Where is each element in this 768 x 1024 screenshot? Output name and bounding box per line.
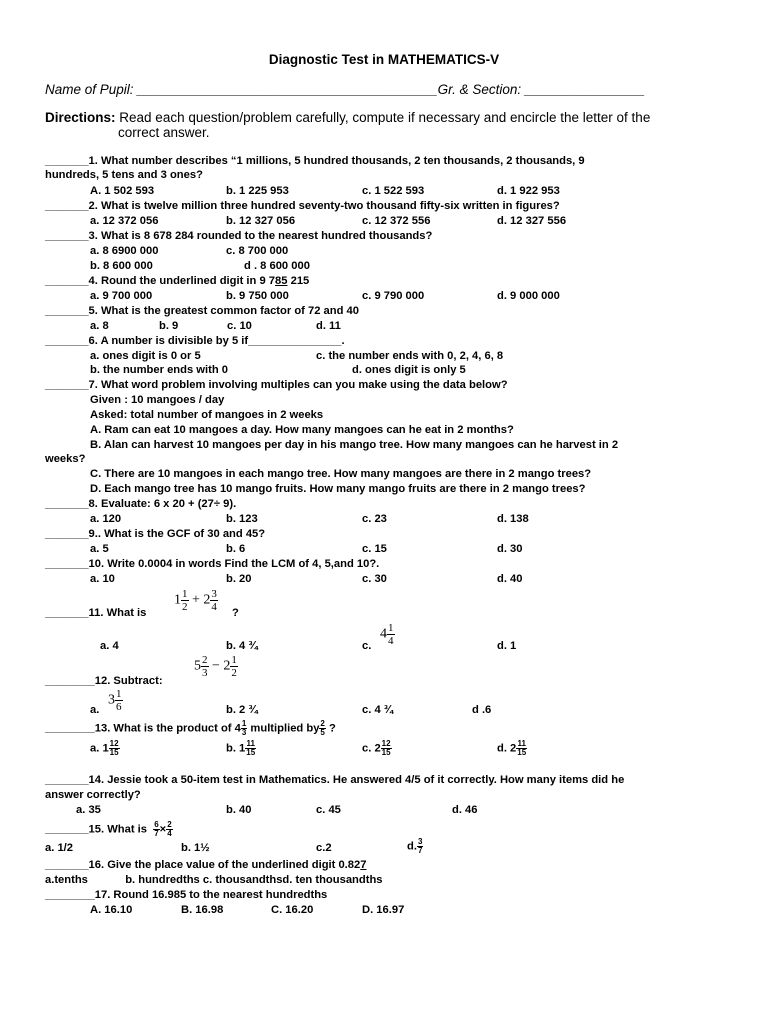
question-8-text: _______8. Evaluate: 6 x 20 + (27÷ 9). xyxy=(45,498,237,510)
q12-option-c: c. 4 ¾ xyxy=(362,704,394,716)
q3-option-b: b. 8 600 000 xyxy=(90,260,153,272)
question-14-text-cont: answer correctly? xyxy=(45,789,141,801)
q7-option-b: B. Alan can harvest 10 mangoes per day in his mango tree. How many mangoes can he harvest in 2 xyxy=(90,439,619,451)
question-10-text: _______10. Write 0.0004 in words Find the LCM of 4, 5,and 10?. xyxy=(45,558,380,570)
q16-underlined-digit: 7 xyxy=(360,859,367,871)
q11-operator: + xyxy=(192,592,200,608)
q4-option-c: c. 9 790 000 xyxy=(362,290,425,302)
q1-option-c: c. 1 522 593 xyxy=(362,185,425,197)
q4-option-b: b. 9 750 000 xyxy=(226,290,289,302)
q9-option-a: a. 5 xyxy=(90,543,109,555)
q7-given: Given : 10 mangoes / day xyxy=(90,394,225,406)
q10-option-a: a. 10 xyxy=(90,573,115,585)
question-7-text: _______7. What word problem involving multiples can you make using the data below? xyxy=(45,379,508,391)
q11-option-d: d. 1 xyxy=(497,640,517,652)
q12-option-a: a. xyxy=(90,704,100,716)
q4-text-post: 215 xyxy=(287,275,310,287)
q17-option-c: C. 16.20 xyxy=(271,904,314,916)
q17-option-a: A. 16.10 xyxy=(90,904,133,916)
q16-options: a.tenths b. hundredths c. thousandthsd. ten thousandths xyxy=(45,874,383,886)
q12-option-a-value: 3 $\frac{1}{6}$ xyxy=(108,688,122,713)
q11-fraction-1: $\frac{1}{2}$ xyxy=(182,588,188,613)
q10-option-d: d. 40 xyxy=(497,573,523,585)
q4-underlined-digits: 85 xyxy=(275,275,288,287)
q1-option-b: b. 1 225 953 xyxy=(226,185,289,197)
q8-option-a: a. 120 xyxy=(90,513,122,525)
question-2-text: _______2. What is twelve million three hundred seventy-two thousand fifty-six written in figures? xyxy=(45,200,560,212)
q2-option-c: c. 12 372 556 xyxy=(362,215,431,227)
question-4-text xyxy=(45,274,309,288)
question-1-text-cont: hundreds, 5 tens and 3 ones? xyxy=(45,169,203,181)
q14-option-b: b. 40 xyxy=(226,804,252,816)
q13-option-c: c. 2 $\frac{12}{15}$ xyxy=(362,739,391,757)
q8-option-c: c. 23 xyxy=(362,513,387,525)
q11-option-b: b. 4 ¾ xyxy=(226,640,258,652)
directions-text-2: correct answer. xyxy=(118,125,210,140)
q12-option-d: d .6 xyxy=(472,704,492,716)
q7-asked: Asked: total number of mangoes in 2 weeks xyxy=(90,409,324,421)
question-17-text: ________17. Round 16.985 to the nearest hundredths xyxy=(45,889,328,901)
q14-option-a: a. 35 xyxy=(76,804,101,816)
q11-option-c: c. xyxy=(362,640,372,652)
name-section-line: Name of Pupil: ________________________________________Gr. & Section: ________________ xyxy=(45,82,646,97)
q8-option-b: b. 123 xyxy=(226,513,258,525)
q11-option-a: a. 4 xyxy=(100,640,119,652)
question-9-text: _______9.. What is the GCF of 30 and 45? xyxy=(45,528,266,540)
q7-option-b-cont: weeks? xyxy=(45,453,86,465)
q15-option-b: b. 1½ xyxy=(181,842,210,854)
q15-option-d: d. $\frac{3}{7}$ xyxy=(407,837,423,855)
q2-option-b: b. 12 327 056 xyxy=(226,215,296,227)
q7-option-d: D. Each mango tree has 10 mango fruits. How many mango fruits are there in 2 mango trees? xyxy=(90,483,586,495)
question-11-text: _______11. What is xyxy=(45,607,147,619)
directions-label: Directions: xyxy=(45,110,116,125)
q10-option-c: c. 30 xyxy=(362,573,387,585)
question-3-text: _______3. What is 8 678 284 rounded to the nearest hundred thousands? xyxy=(45,230,433,242)
q2-option-a: a. 12 372 056 xyxy=(90,215,159,227)
question-13-text: ________13. What is the product of 4 $\frac{1}{3}$ multiplied by $\frac{2}{5}$ ? xyxy=(45,719,336,737)
q11-question-mark: ? xyxy=(232,607,239,619)
q6-option-c: c. the number ends with 0, 2, 4, 6, 8 xyxy=(316,350,504,362)
q6-option-b: b. the number ends with 0 xyxy=(90,364,228,376)
question-12-text: ________12. Subtract: xyxy=(45,675,163,687)
question-15-text: _______15. What is $\frac{6}{7}$ × $\frac{2}{4}$ xyxy=(45,820,172,838)
q15-option-a: a. 1/2 xyxy=(45,842,73,854)
q14-option-d: d. 46 xyxy=(452,804,478,816)
q4-text-pre: _______4. Round the underlined digit in 9 7 xyxy=(45,275,276,287)
question-16-text: _______16. Give the place value of the underlined digit 0.827 xyxy=(45,859,367,871)
q12-expression: 5 $\frac{2}{3}$ − 2 $\frac{1}{2}$ xyxy=(194,654,237,679)
question-1-text: _______1. What number describes “1 millions, 5 hundred thousands, 2 ten thousands, 2 thousands, 9 xyxy=(45,155,585,167)
q17-option-b: B. 16.98 xyxy=(181,904,224,916)
q11-fraction-2: $\frac{3}{4}$ xyxy=(211,588,217,613)
q9-option-b: b. 6 xyxy=(226,543,246,555)
q3-option-d: d . 8 600 000 xyxy=(244,260,310,272)
q3-option-c: c. 8 700 000 xyxy=(226,245,289,257)
q4-option-a: a. 9 700 000 xyxy=(90,290,153,302)
q1-option-d: d. 1 922 953 xyxy=(497,185,560,197)
q15-option-c: c.2 xyxy=(316,842,332,854)
q6-option-d: d. ones digit is only 5 xyxy=(352,364,466,376)
q12-option-b: b. 2 ¾ xyxy=(226,704,258,716)
q5-option-a: a. 8 xyxy=(90,320,109,332)
q14-option-c: c. 45 xyxy=(316,804,341,816)
q5-option-c: c. 10 xyxy=(227,320,252,332)
directions-text-1: Read each question/problem carefully, compute if necessary and encircle the letter of the xyxy=(119,110,651,125)
q13-option-a: a. 1 $\frac{12}{15}$ xyxy=(90,739,119,757)
q10-option-b: b. 20 xyxy=(226,573,252,585)
q5-option-b: b. 9 xyxy=(159,320,179,332)
q11-expression xyxy=(174,588,218,613)
q5-option-d: d. 11 xyxy=(316,320,341,332)
q13-option-d: d. 2 $\frac{11}{15}$ xyxy=(497,739,527,757)
q13-option-b: b. 1 $\frac{11}{15}$ xyxy=(226,739,256,757)
q7-option-a: A. Ram can eat 10 mangoes a day. How many mangoes can he eat in 2 months? xyxy=(90,424,514,436)
q12-operator: − xyxy=(212,658,220,674)
q17-option-d: D. 16.97 xyxy=(362,904,405,916)
q3-option-a: a. 8 6900 000 xyxy=(90,245,159,257)
question-5-text: _______5. What is the greatest common factor of 72 and 40 xyxy=(45,305,359,317)
question-6-text: _______6. A number is divisible by 5 if_______________. xyxy=(45,335,345,347)
q9-option-d: d. 30 xyxy=(497,543,523,555)
page-title: Diagnostic Test in MATHEMATICS-V xyxy=(268,52,500,67)
q11-whole-2: 2 xyxy=(203,592,211,608)
q8-option-d: d. 138 xyxy=(497,513,529,525)
directions xyxy=(45,110,735,140)
q1-option-a: A. 1 502 593 xyxy=(90,185,155,197)
q6-option-a: a. ones digit is 0 or 5 xyxy=(90,350,201,362)
question-14-text: _______14. Jessie took a 50-item test in Mathematics. He answered 4/5 of it correctly. How many items did he xyxy=(45,774,625,786)
q7-option-c: C. There are 10 mangoes in each mango tree. How many mangoes are there in 2 mango trees? xyxy=(90,468,592,480)
q11-whole-1: 1 xyxy=(174,592,181,608)
q9-option-c: c. 15 xyxy=(362,543,387,555)
q4-option-d: d. 9 000 000 xyxy=(497,290,560,302)
q11-option-c-value: 4 $\frac{1}{4}$ xyxy=(380,622,394,647)
q2-option-d: d. 12 327 556 xyxy=(497,215,567,227)
q15-operator: × xyxy=(159,823,167,836)
